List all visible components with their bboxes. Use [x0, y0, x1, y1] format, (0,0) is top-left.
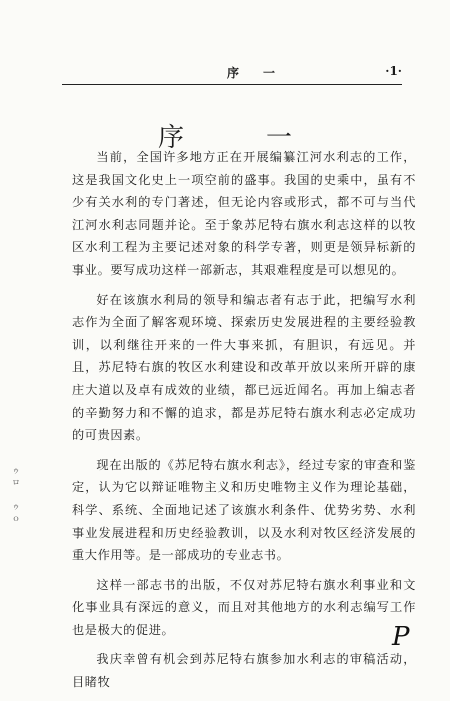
- running-title: 序 一: [227, 66, 282, 80]
- running-header: [62, 64, 402, 82]
- paragraph: 这样一部志书的出版，不仅对苏尼特右旗水利事业和文化事业具有深远的意义，而且对其他地方的水利志编写工作也是极大的促进。: [72, 577, 416, 637]
- margin-marks: ゥ ロ ゥ ｏ: [12, 466, 20, 523]
- paragraph: 现在出版的《苏尼特右旗水利志》，经过专家的审查和鉴定，认为它以辩证唯物主义和历史唯物主义作为理论基础，科学、系统、全面地记述了该旗水利条件、优势劣势、水利事业发展进程和历史经验教训，以及水利对牧区经济发展的重大作用等。是一部成功的专业志书。: [72, 457, 416, 563]
- chapter-title: 序 一: [157, 123, 320, 154]
- paragraph: 好在该旗水利局的领导和编志者有志于此，把编写水利志作为全面了解客观环境、探索历史发展进程的主要经验教训，以利继往开来的一件大事来抓，有胆识，有远见。并且，苏尼特右旗的牧区水利建设和改革开放以来所开辟的康庄大道以及卓有成效的业绩，都已远近闻名。再加上编志者的辛勤努力和不懈的追求，都是苏尼特右旗水利志必定成功的可贵因素。: [72, 292, 416, 443]
- body-text: [72, 146, 416, 701]
- paragraph: 当前，全国许多地方正在开展编纂江河水利志的工作，这是我国文化史上一项空前的盛事。我国的史乘中，虽有不少有关水利的专门著述，但无论内容或形式，都不可与当代江河水利志同题并论。至于象苏尼特右旗水利志这样的以牧区水利工程为主要记述对象的科学专著，则更是领异标新的事业。要写成功这样一部新志，其艰难程度是可以想见的。: [72, 150, 416, 277]
- handwritten-mark: P: [392, 622, 410, 652]
- page-number: ·1·: [385, 64, 402, 78]
- header-rule: [62, 84, 402, 85]
- paragraph: 我庆幸曾有机会到苏尼特右旗参加水利志的审稿活动，目睹牧: [72, 652, 416, 690]
